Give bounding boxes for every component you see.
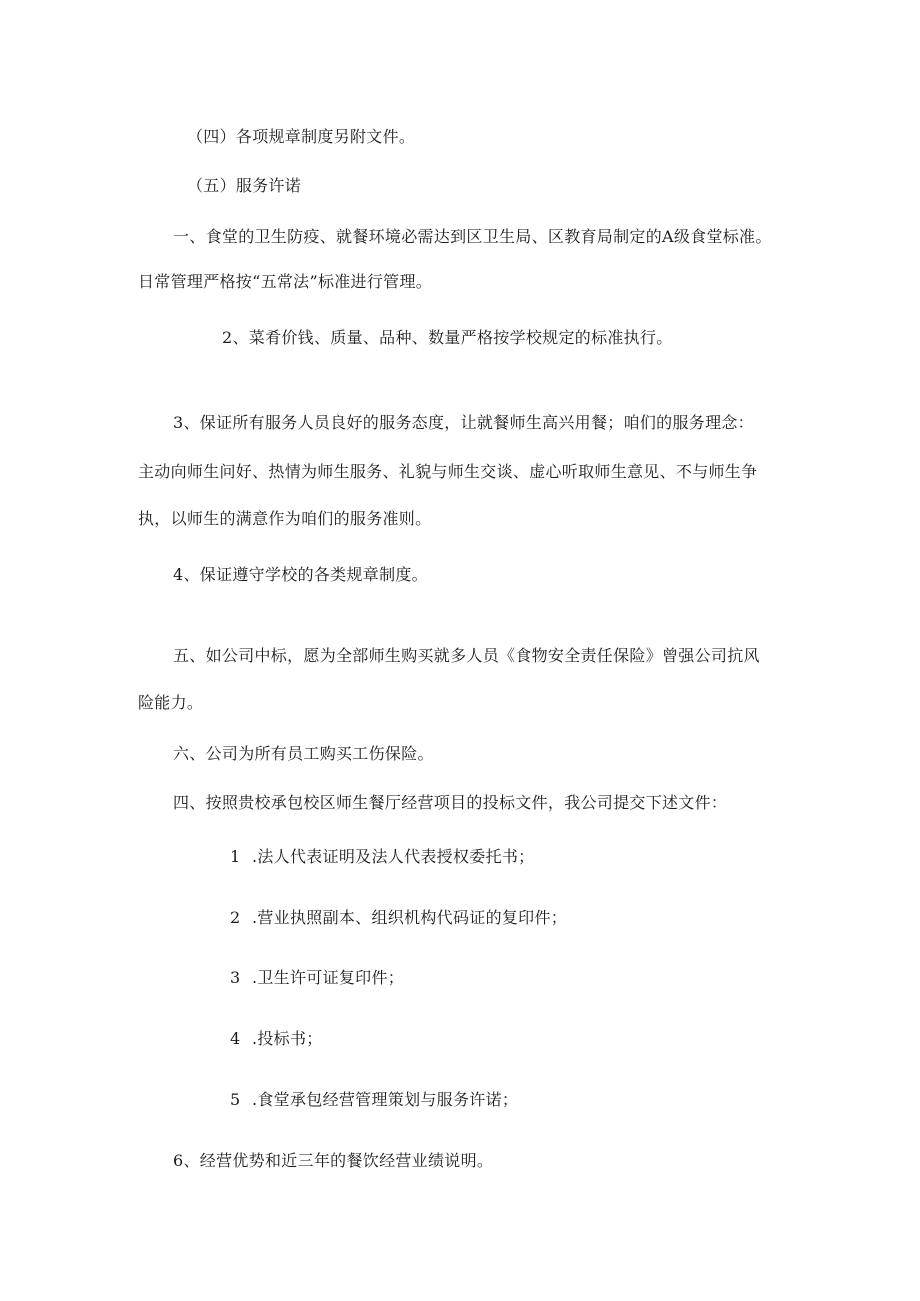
document-item-text: .法人代表证明及法人代表授权委托书； [252,847,535,866]
document-item-4 [230,1029,323,1049]
promise-1-line-2: 日常管理严格按“五常法”标准进行管理。 [138,272,433,291]
document-item-text: .营业执照副本、组织机构代码证的复印件； [252,908,568,927]
document-item-3 [230,968,404,988]
section-promise-heading: （五）服务许诺 [187,176,302,195]
document-item-text: .卫生许可证复印件； [252,968,405,987]
document-item-text: .投标书； [252,1029,323,1048]
document-item-number: 4 [230,1029,241,1048]
promise-1-line-1: 一、食堂的卫生防疫、就餐环境必需达到区卫生局、区教育局制定的A级食堂标准。 [173,227,772,246]
document-item-6: 6、经营优势和近三年的餐饮经营业绩说明。 [173,1151,494,1170]
document-item-2 [230,908,567,928]
document-item-5 [230,1090,518,1110]
promise-5-line-2: 险能力。 [138,693,204,712]
document-item-number: 2 [230,908,241,927]
submit-intro: 四、按照贵校承包校区师生餐厅经营项目的投标文件，我公司提交下述文件： [173,793,728,812]
promise-3-line-1: 3、保证所有服务人员良好的服务态度，让就餐师生高兴用餐；咱们的服务理念： [173,413,754,432]
promise-6: 六、公司为所有员工购买工伤保险。 [173,744,434,763]
promise-4: 4、保证遵守学校的各类规章制度。 [173,565,428,584]
document-item-number: 3 [230,968,241,987]
promise-3-line-3: 执，以师生的满意作为咱们的服务准则。 [138,509,432,528]
document-item-1 [230,847,535,867]
document-item-number: 5 [230,1090,241,1109]
section-rules-heading: （四）各项规章制度另附文件。 [187,127,416,146]
promise-3-line-2: 主动向师生问好、热情为师生服务、礼貌与师生交谈、虚心听取师生意见、不与师生争 [138,462,758,481]
promise-5-line-1: 五、如公司中标，愿为全部师生购买就多人员《食物安全责任保险》曾强公司抗风 [173,646,760,665]
promise-2: 2、菜肴价钱、质量、品种、数量严格按学校规定的标准执行。 [222,328,673,347]
document-item-number: 1 [230,847,241,866]
document-item-text: .食堂承包经营管理策划与服务许诺； [252,1090,519,1109]
